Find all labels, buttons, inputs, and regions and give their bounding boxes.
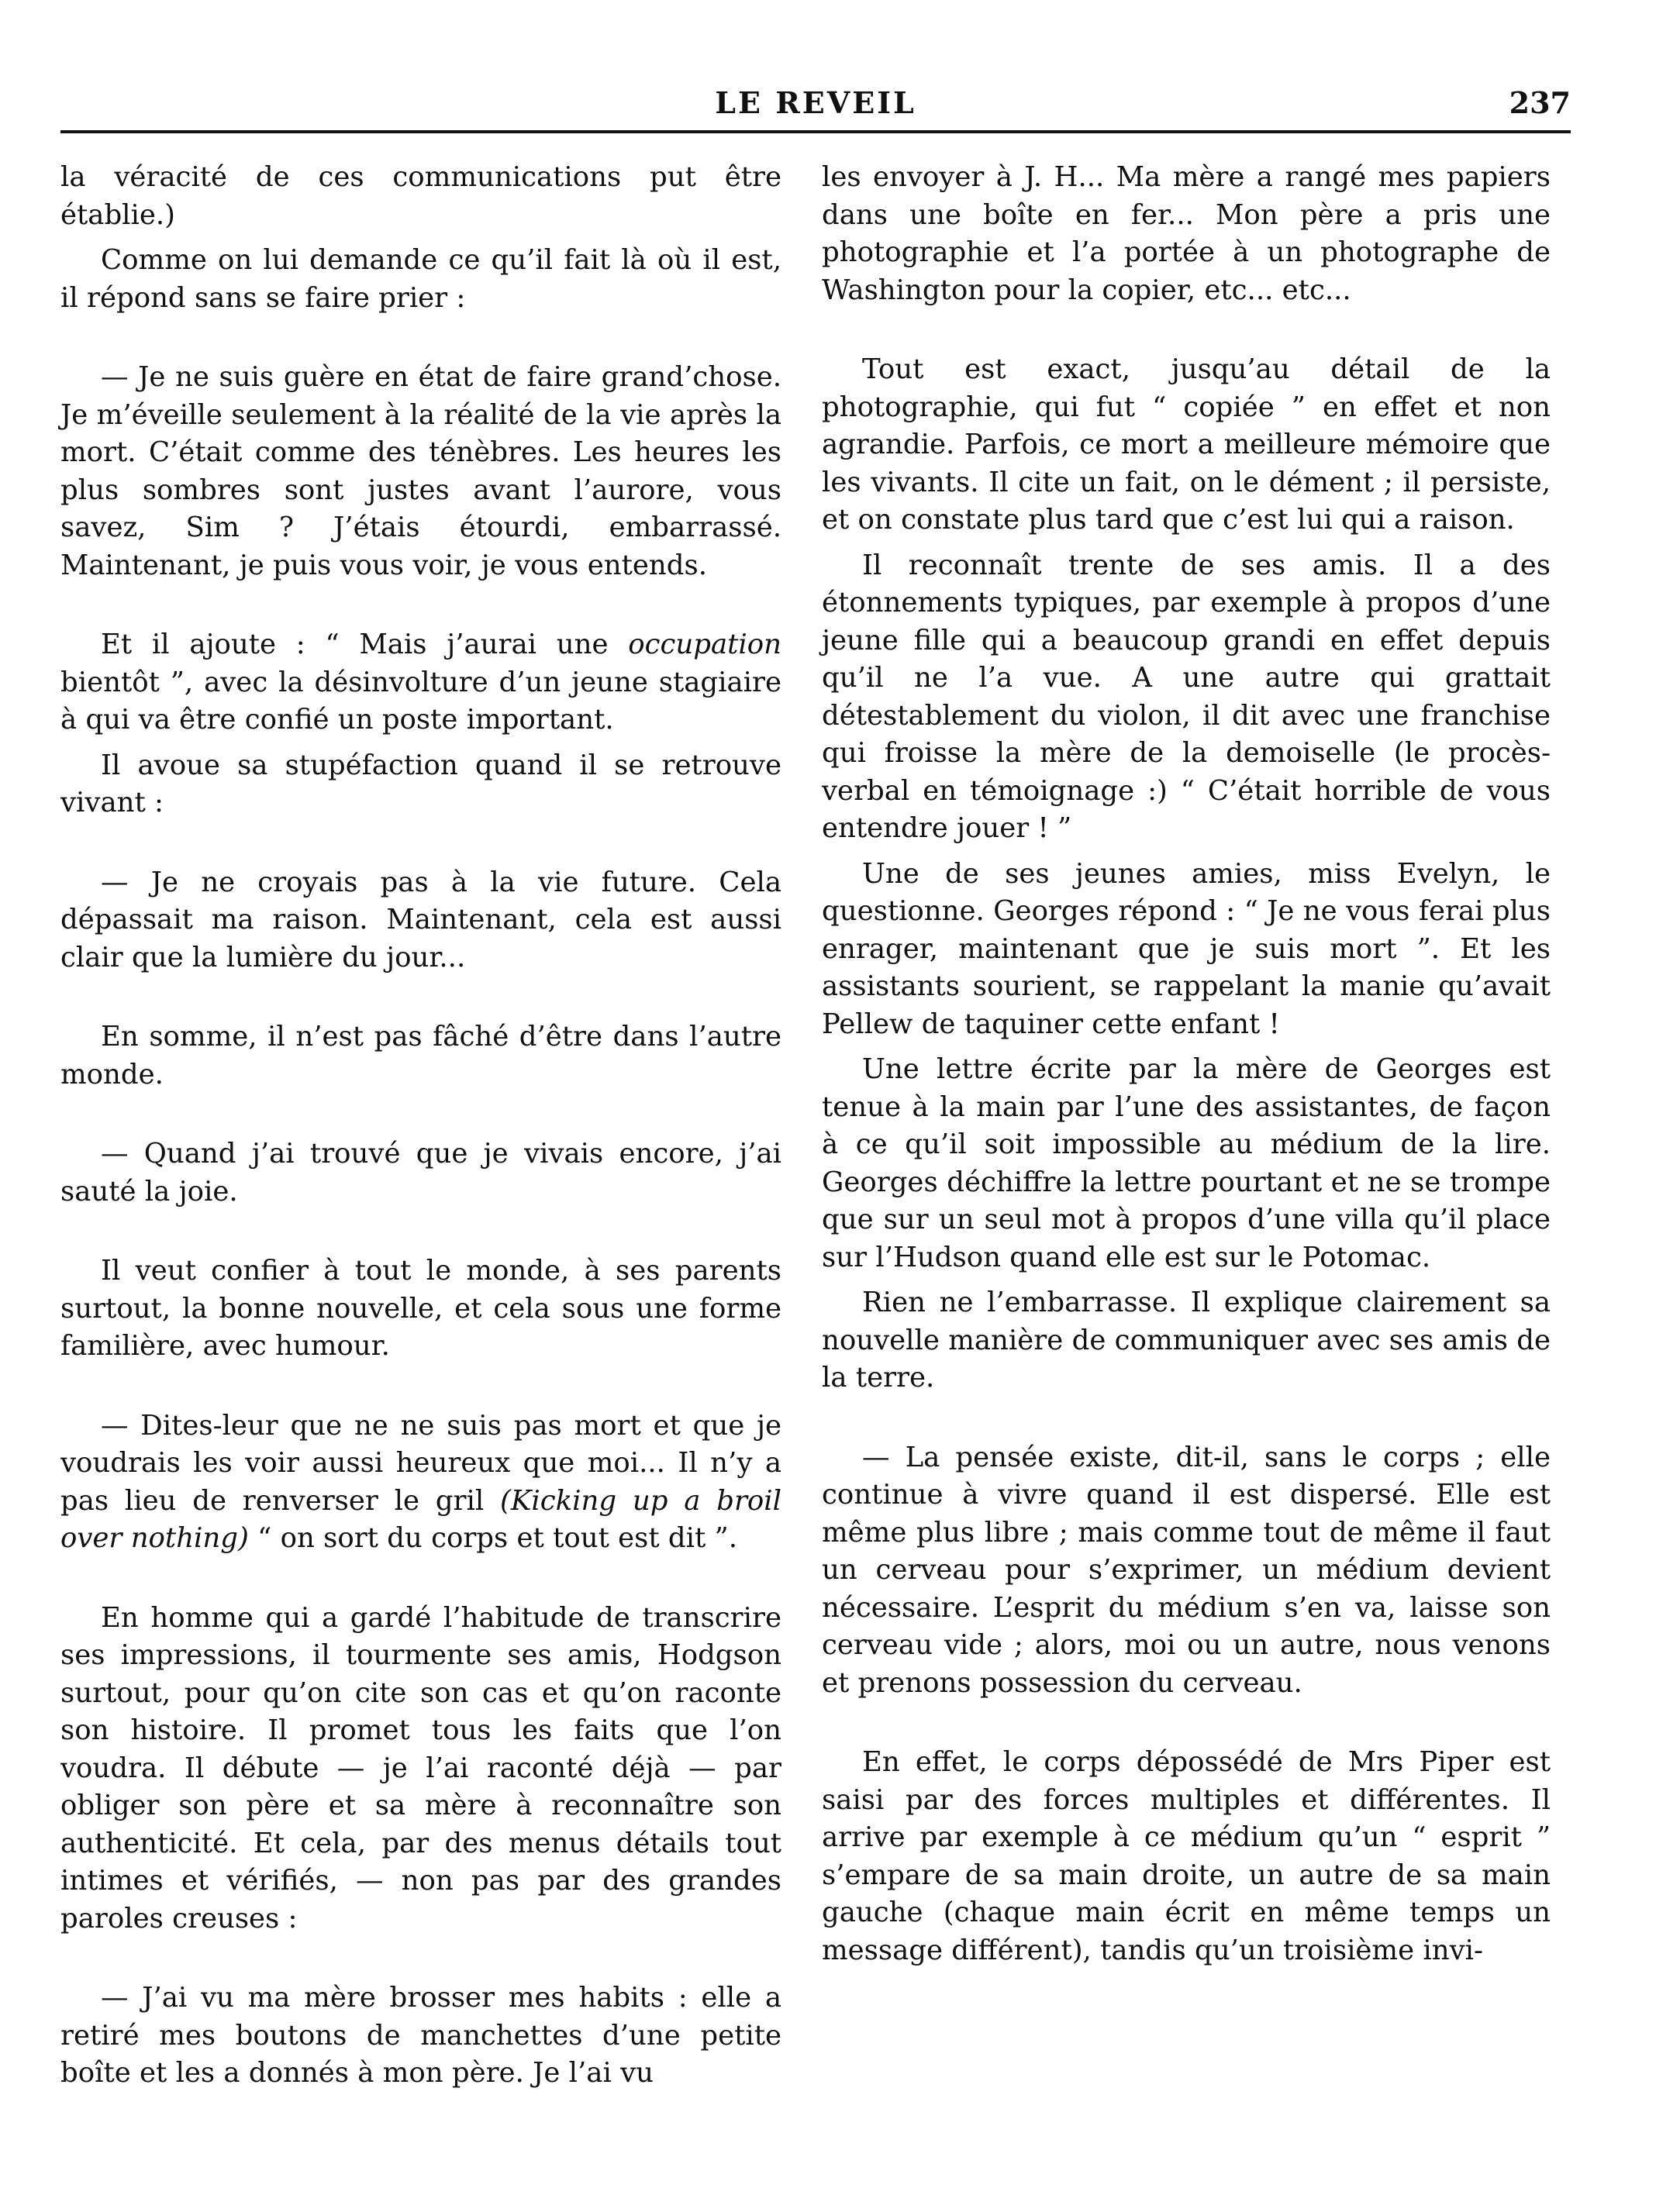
italic-text: (Kicking up a broil over nothing)	[60, 1484, 781, 1554]
paragraph	[60, 626, 781, 739]
paragraph: Une lettre écrite par la mère de Georges est tenue à la main par l’une des assistantes, de façon à ce qu’il soit impossible au médium de la lire. Georges déchiffre la lettre pourtant et ne se trompe que sur un seul mot à propos d’une villa qu’il place sur l’Hudson quand elle est sur le Potomac.	[822, 1053, 1551, 1273]
running-title: LE REVEIL	[715, 85, 916, 120]
text: — Dites-leur que ne ne suis pas mort et que je voudrais les voir aussi heureux que moi... Il n’y a pas lieu de renverser le gril	[60, 1409, 781, 1517]
paragraph: — Je ne croyais pas à la vie future. Cela dépassait ma raison. Maintenant, cela est aussi clair que la lumière du jour...	[60, 866, 781, 973]
left-column	[60, 159, 781, 2093]
italic-text: occupation	[628, 629, 781, 660]
right-column	[822, 159, 1551, 1969]
paragraph: Il reconnaît trente de ses amis. Il a des étonnements typiques, par exemple à propos d’une jeune fille qui a beaucoup grandi en effet depuis qu’il ne l’a vue. A une autre qui grattait détestablement du violon, il dit avec une franchise qui froisse la mère de la demoiselle (le procès-verbal en témoignage :) “ C’était horrible de vous entendre jouer ! ”	[822, 549, 1551, 844]
page-number: 237	[1509, 85, 1571, 120]
paragraph: En homme qui a gardé l’habitude de transcrire ses impressions, il tourmente ses amis, Hodgson surtout, pour qu’on cite son cas et qu’on raconte son histoire. Il promet tous les faits que l’on voudra. Il débute — je l’ai raconté déjà — par obliger son père et sa mère à reconnaître son authenticité. Et cela, par des menus détails tout intimes et vérifiés, — non pas par des grandes paroles creuses :	[60, 1601, 781, 1935]
paragraph: En effet, le corps dépossédé de Mrs Piper est saisi par des forces multiples et différentes. Il arrive par exemple à ce médium qu’un “ esprit ” s’empare de sa main droite, un autre de sa main gauche (chaque main écrit en même temps un message différent), tandis qu’un troisième invi-	[822, 1746, 1551, 1966]
paragraph: Tout est exact, jusqu’au détail de la photographie, qui fut “ copiée ” en effet et non agrandie. Parfois, ce mort a meilleure mémoire que les vivants. Il cite un fait, on le dément ; il persiste, et on constate plus tard que c’est lui qui a raison.	[822, 353, 1551, 536]
paragraph: Il avoue sa stupéfaction quand il se retrouve vivant :	[60, 749, 781, 818]
paragraph: Rien ne l’embarrasse. Il explique clairement sa nouvelle manière de communiquer avec ses amis de la terre.	[822, 1287, 1551, 1394]
paragraph: — Quand j’ai trouvé que je vivais encore, j’ai sauté la joie.	[60, 1138, 781, 1208]
paragraph: — La pensée existe, dit-il, sans le corps ; elle continue à vivre quand il est dispersé. Elle est même plus libre ; mais comme tout de même il faut un cerveau pour s’exprimer, un médium devient nécessaire. L’esprit du médium s’en va, laisse son cerveau vide ; alors, moi ou un autre, nous venons et prenons possession du cerveau.	[822, 1441, 1551, 1699]
text: “ on sort du corps et tout est dit ”.	[248, 1522, 737, 1554]
paragraph: Une de ses jeunes amies, miss Evelyn, le questionne. Georges répond : “ Je ne vous ferai plus enrager, maintenant que je suis mort ”. Et les assistants sourient, se rappelant la manie qu’avait Pellew de taquiner cette enfant !	[822, 857, 1551, 1040]
page-header	[60, 79, 1571, 126]
paragraph: les envoyer à J. H... Ma mère a rangé mes papiers dans une boîte en fer... Mon père a pris une photographie et l’a portée à un photographe de Washington pour la copier, etc... etc...	[822, 161, 1551, 306]
header-rule	[60, 130, 1571, 133]
paragraph: Comme on lui demande ce qu’il fait là où il est, il répond sans se faire prier :	[60, 244, 781, 314]
paragraph: En somme, il n’est pas fâché d’être dans l’autre monde.	[60, 1021, 781, 1090]
paragraph: — J’ai vu ma mère brosser mes habits : elle a retiré mes boutons de manchettes d’une petite boîte et les a donnés à mon père. Je l’ai vu	[60, 1982, 781, 2089]
text: bientôt ”, avec la désinvolture d’un jeune stagiaire à qui va être confié un poste important.	[60, 666, 781, 736]
paragraph: — Je ne suis guère en état de faire grand’chose. Je m’éveille seulement à la réalité de la vie après la mort. C’était comme des ténèbres. Les heures les plus sombres sont justes avant l’aurore, vous savez, Sim ? J’étais étourdi, embarrassé. Maintenant, je puis vous voir, je vous entends.	[60, 361, 781, 581]
paragraph: Il veut confier à tout le monde, à ses parents surtout, la bonne nouvelle, et cela sous une forme familière, avec humour.	[60, 1255, 781, 1362]
text: Et il ajoute : “ Mais j’aurai une	[101, 629, 629, 660]
paragraph: la véracité de ces communications put être établie.)	[60, 161, 781, 231]
paragraph	[60, 1407, 781, 1558]
